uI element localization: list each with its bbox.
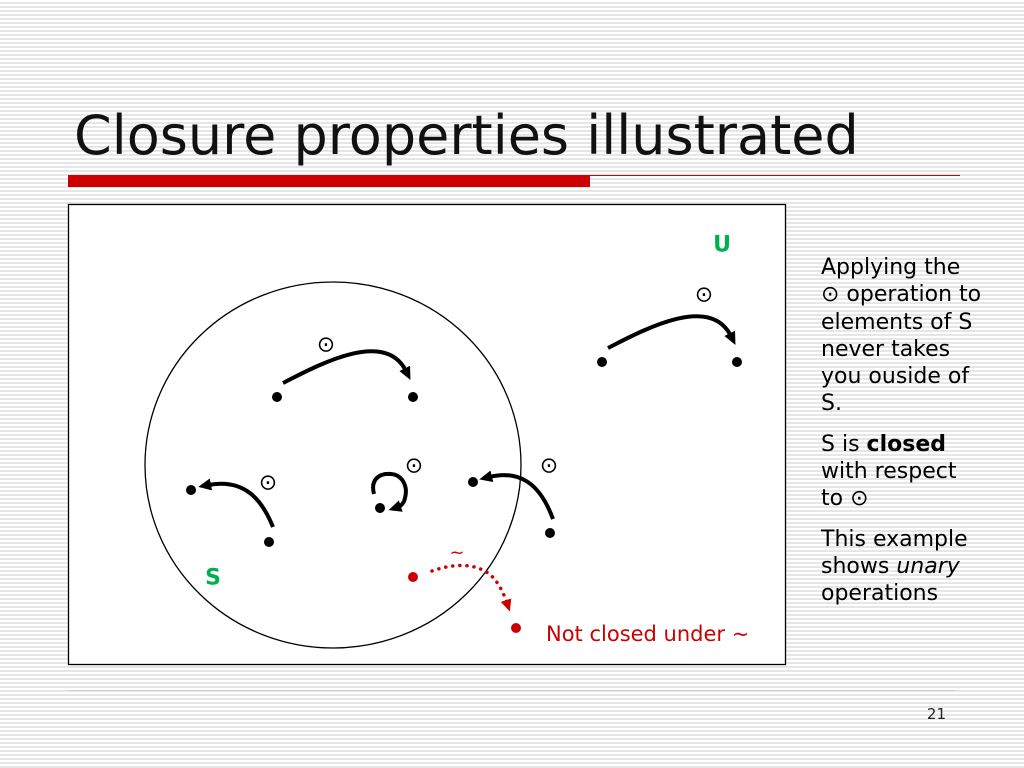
slide-title: Closure properties illustrated (74, 104, 859, 167)
set-label: S (205, 565, 221, 591)
notes-line (821, 553, 981, 580)
element-dot (186, 485, 196, 495)
element-dot (597, 357, 607, 367)
universe-label: U (713, 232, 731, 258)
notes-line: Applying the (821, 255, 961, 280)
footer-divider (68, 690, 955, 691)
element-dot (732, 357, 742, 367)
element-dot (545, 528, 555, 538)
notes-line: ⊙ operation to (821, 282, 982, 308)
title-underline-thick (68, 175, 590, 187)
operator-label: ⊙ (539, 453, 559, 479)
notes-line: This example (821, 526, 968, 552)
element-dot (264, 537, 274, 547)
element-dot-red (511, 623, 521, 633)
notes-line: you ouside of (821, 364, 970, 390)
notes-line: operations (821, 581, 939, 607)
operator-label: ⊙ (316, 332, 336, 358)
notes-panel (821, 254, 981, 621)
element-dot (408, 392, 418, 402)
notes-line: S. (821, 391, 842, 417)
notes-line: to ⊙ (821, 486, 869, 512)
page-number: 21 (926, 705, 946, 723)
operator-label: ⊙ (258, 470, 278, 496)
notes-line: elements of S (821, 309, 973, 335)
unclosed-operator-label: ~ (449, 542, 465, 564)
notes-paragraph-unary (821, 526, 981, 608)
operator-label: ⊙ (404, 453, 424, 479)
universe-box (69, 205, 786, 665)
not-closed-caption: Not closed under ~ (546, 622, 750, 646)
closed-emphasis: closed (866, 431, 946, 457)
element-dot (272, 392, 282, 402)
element-dot (468, 477, 478, 487)
title-underline-thin (590, 175, 960, 176)
notes-paragraph-closed-definition (821, 431, 981, 513)
element-dot-red (408, 572, 418, 582)
notes-text: shows (821, 553, 897, 579)
notes-line (821, 431, 981, 458)
operator-label: ⊙ (694, 282, 714, 308)
notes-paragraph-closure (821, 254, 981, 418)
element-dot (375, 503, 385, 513)
notes-line: with respect (821, 459, 957, 485)
notes-text: S is (821, 431, 867, 457)
unary-emphasis: unary (896, 553, 960, 579)
notes-line: never takes (821, 336, 951, 362)
